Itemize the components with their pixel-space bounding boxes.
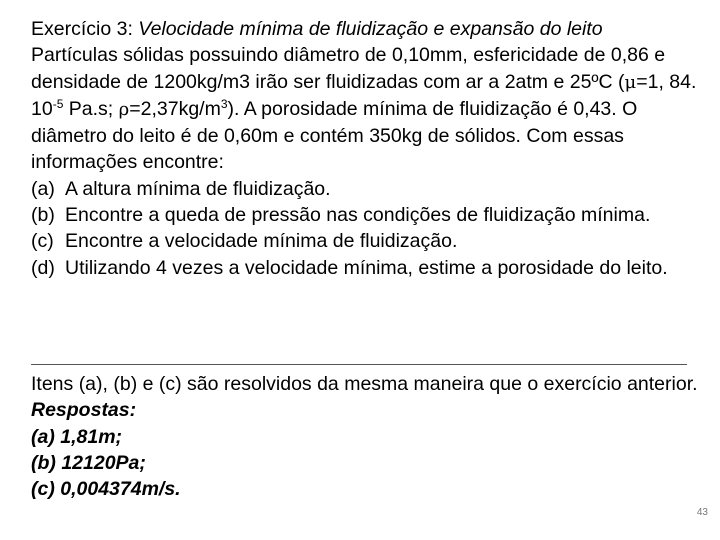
answer-line: (b) 12120Pa;: [31, 451, 146, 474]
exercise-body: [31, 16, 703, 281]
viscosity-exponent: -5: [52, 96, 64, 111]
answer-section: [31, 371, 703, 502]
list-item: [31, 176, 703, 202]
answer-line: (c) 0,004374m/s.: [31, 478, 181, 501]
item-text: Utilizando 4 vezes a velocidade mínima, estime a porosidade do leito.: [65, 256, 668, 279]
statement-text-4: =2,37kg/m: [129, 97, 221, 120]
exercise-title: [31, 16, 703, 42]
divider: [31, 364, 687, 365]
problem-statement: [31, 42, 703, 175]
answer-line: (a) 1,81m;: [31, 425, 123, 448]
page-number: 43: [696, 507, 708, 518]
mu-symbol: μ: [624, 71, 637, 93]
item-marker: (a): [31, 177, 55, 200]
note-text: Itens (a), (b) e (c) são resolvidos da mesma maneira que o exercício anterior.: [31, 373, 698, 395]
item-marker: (c): [31, 230, 54, 253]
item-marker: (b): [31, 204, 55, 227]
exercise-topic: Velocidade mínima de fluidização e expansão do leito: [132, 18, 603, 40]
answers-heading: Respostas:: [31, 399, 137, 422]
exercise-label: Exercício 3:: [31, 18, 133, 40]
statement-text-5: ). A porosidade mínima de fluidização é 0,43. O diâmetro do leito é de 0,60m e contém 350kg de sólidos. Com essas informações encontre:: [31, 97, 638, 174]
density-exponent: 3: [220, 96, 228, 111]
item-text: A altura mínima de fluidização.: [65, 177, 331, 200]
item-text: Encontre a velocidade mínima de fluidização.: [65, 230, 458, 253]
statement-text-2: =1, 84. 10: [31, 70, 697, 120]
list-item: [31, 202, 703, 228]
statement-text-3: Pa.s;: [63, 97, 119, 120]
list-item: [31, 228, 703, 254]
item-marker: (d): [31, 256, 55, 279]
item-text: Encontre a queda de pressão nas condições de fluidização mínima.: [65, 204, 651, 227]
list-item: [31, 255, 703, 281]
statement-text-1: Partículas sólidas possuindo diâmetro de 0,10mm, esfericidade de 0,86 e densidade de 1200kg/m3 irão ser fluidizadas com ar a 2atm e 25ºC (: [31, 44, 666, 93]
rho-symbol: ρ: [118, 98, 130, 120]
question-list: [31, 176, 703, 281]
